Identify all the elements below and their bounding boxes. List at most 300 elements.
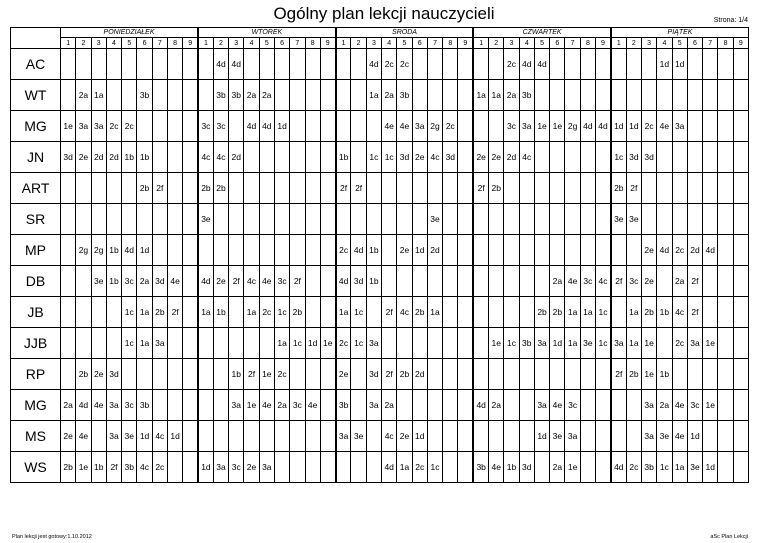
lesson-cell: 2c: [382, 49, 397, 80]
teacher-row: [11, 111, 749, 142]
lesson-cell: [167, 173, 182, 204]
lesson-cell: [534, 359, 549, 390]
lesson-cell: 3b: [122, 452, 137, 483]
lesson-cell: [336, 204, 351, 235]
lesson-cell: 4d: [213, 49, 228, 80]
lesson-cell: [458, 421, 473, 452]
lesson-cell: [733, 49, 748, 80]
lesson-cell: [183, 328, 198, 359]
lesson-cell: 1d: [412, 421, 427, 452]
lesson-cell: [305, 111, 320, 142]
hour-header: 5: [534, 38, 549, 49]
day-header: PIĄTEK: [611, 28, 749, 38]
lesson-cell: [550, 142, 565, 173]
lesson-cell: [611, 80, 626, 111]
hour-header: 3: [229, 38, 244, 49]
hour-header: 6: [274, 38, 289, 49]
lesson-cell: [458, 328, 473, 359]
lesson-cell: [152, 390, 167, 421]
lesson-cell: 1a: [137, 297, 152, 328]
lesson-cell: [611, 421, 626, 452]
lesson-cell: 2c: [106, 111, 121, 142]
lesson-cell: [458, 297, 473, 328]
lesson-cell: 2b: [290, 297, 305, 328]
lesson-cell: [519, 173, 534, 204]
lesson-cell: [213, 204, 228, 235]
lesson-cell: [213, 421, 228, 452]
teacher-name: WT: [11, 80, 61, 111]
lesson-cell: 1b: [213, 297, 228, 328]
lesson-cell: 3b: [137, 390, 152, 421]
hour-header: 5: [672, 38, 687, 49]
lesson-cell: [137, 359, 152, 390]
lesson-cell: 3c: [122, 266, 137, 297]
lesson-cell: [106, 328, 121, 359]
lesson-cell: 1a: [198, 297, 213, 328]
lesson-cell: [550, 173, 565, 204]
lesson-cell: 2b: [198, 173, 213, 204]
lesson-cell: [733, 328, 748, 359]
lesson-cell: 2f: [336, 173, 351, 204]
lesson-cell: [733, 297, 748, 328]
hour-header: 2: [489, 38, 504, 49]
lesson-cell: [733, 390, 748, 421]
hour-header: 4: [657, 38, 672, 49]
lesson-cell: [213, 328, 228, 359]
lesson-cell: [229, 421, 244, 452]
lesson-cell: 3e: [351, 421, 366, 452]
lesson-cell: 3c: [565, 390, 580, 421]
lesson-cell: 1b: [657, 297, 672, 328]
lesson-cell: [351, 142, 366, 173]
hour-header: 9: [596, 38, 611, 49]
lesson-cell: 1d: [611, 111, 626, 142]
lesson-cell: 2f: [611, 266, 626, 297]
lesson-cell: [259, 421, 274, 452]
lesson-cell: 1b: [229, 359, 244, 390]
lesson-cell: [61, 266, 76, 297]
footer-software: aSc Plan Lekcji: [710, 534, 748, 540]
lesson-cell: [458, 49, 473, 80]
lesson-cell: [473, 421, 488, 452]
lesson-cell: [565, 359, 580, 390]
lesson-cell: 4c: [382, 421, 397, 452]
lesson-cell: 3e: [550, 421, 565, 452]
lesson-cell: 2f: [687, 266, 702, 297]
lesson-cell: 4d: [703, 235, 718, 266]
teacher-name: SR: [11, 204, 61, 235]
lesson-cell: [274, 173, 289, 204]
lesson-cell: [473, 297, 488, 328]
lesson-cell: [718, 142, 733, 173]
lesson-cell: [244, 49, 259, 80]
lesson-cell: 1e: [534, 111, 549, 142]
lesson-cell: [580, 142, 595, 173]
lesson-cell: [290, 452, 305, 483]
lesson-cell: [580, 452, 595, 483]
lesson-cell: [290, 142, 305, 173]
lesson-cell: [167, 204, 182, 235]
hour-header: 8: [167, 38, 182, 49]
lesson-cell: 4c: [519, 142, 534, 173]
lesson-cell: [351, 49, 366, 80]
lesson-cell: [611, 390, 626, 421]
lesson-cell: 1e: [641, 328, 656, 359]
hour-header: 1: [611, 38, 626, 49]
lesson-cell: [580, 173, 595, 204]
lesson-cell: [504, 266, 519, 297]
lesson-cell: 2e: [336, 359, 351, 390]
lesson-cell: [534, 204, 549, 235]
lesson-cell: [580, 390, 595, 421]
lesson-cell: 1e: [565, 452, 580, 483]
lesson-cell: 1b: [91, 452, 106, 483]
lesson-cell: 2e: [489, 142, 504, 173]
lesson-cell: [703, 359, 718, 390]
lesson-cell: [580, 421, 595, 452]
hour-header: 3: [504, 38, 519, 49]
lesson-cell: [305, 235, 320, 266]
lesson-cell: 4e: [167, 266, 182, 297]
lesson-cell: [183, 266, 198, 297]
lesson-cell: [76, 173, 91, 204]
lesson-cell: [244, 328, 259, 359]
hour-header: 9: [733, 38, 748, 49]
lesson-cell: [458, 359, 473, 390]
lesson-cell: [183, 421, 198, 452]
lesson-cell: [641, 204, 656, 235]
lesson-cell: [91, 421, 106, 452]
lesson-cell: [290, 204, 305, 235]
lesson-cell: 1a: [366, 80, 381, 111]
lesson-cell: [122, 49, 137, 80]
lesson-cell: [351, 390, 366, 421]
lesson-cell: 4d: [611, 452, 626, 483]
lesson-cell: 2d: [91, 142, 106, 173]
lesson-cell: [489, 111, 504, 142]
lesson-cell: [458, 142, 473, 173]
header-corner: [11, 28, 61, 49]
lesson-cell: 4c: [152, 421, 167, 452]
lesson-cell: [687, 80, 702, 111]
lesson-cell: [489, 297, 504, 328]
lesson-cell: [198, 80, 213, 111]
lesson-cell: [244, 421, 259, 452]
lesson-cell: [91, 297, 106, 328]
lesson-cell: 4e: [382, 111, 397, 142]
lesson-cell: 3a: [412, 111, 427, 142]
lesson-cell: [122, 204, 137, 235]
teacher-name: JB: [11, 297, 61, 328]
lesson-cell: [91, 204, 106, 235]
lesson-cell: [397, 390, 412, 421]
lesson-cell: 1a: [565, 328, 580, 359]
lesson-cell: 3c: [229, 452, 244, 483]
lesson-cell: [458, 80, 473, 111]
lesson-cell: [152, 142, 167, 173]
lesson-cell: [305, 49, 320, 80]
lesson-cell: [443, 266, 458, 297]
lesson-cell: [733, 111, 748, 142]
lesson-cell: [320, 111, 335, 142]
lesson-cell: 4c: [213, 142, 228, 173]
hour-header: 9: [458, 38, 473, 49]
lesson-cell: 2a: [504, 80, 519, 111]
lesson-cell: [167, 142, 182, 173]
lesson-cell: 2b: [641, 297, 656, 328]
lesson-cell: [336, 452, 351, 483]
lesson-cell: 3a: [366, 390, 381, 421]
lesson-cell: [580, 80, 595, 111]
lesson-cell: [534, 173, 549, 204]
lesson-cell: [458, 111, 473, 142]
lesson-cell: 2f: [687, 297, 702, 328]
lesson-cell: [290, 421, 305, 452]
lesson-cell: [703, 80, 718, 111]
lesson-cell: 3e: [198, 204, 213, 235]
lesson-cell: [519, 235, 534, 266]
lesson-cell: [473, 235, 488, 266]
lesson-cell: [473, 359, 488, 390]
lesson-cell: [320, 297, 335, 328]
lesson-cell: [106, 80, 121, 111]
lesson-cell: [550, 204, 565, 235]
lesson-cell: 4c: [198, 142, 213, 173]
lesson-cell: [519, 359, 534, 390]
teacher-row: [11, 328, 749, 359]
lesson-cell: [458, 204, 473, 235]
lesson-cell: 4e: [657, 111, 672, 142]
lesson-cell: [550, 235, 565, 266]
lesson-cell: 2a: [382, 80, 397, 111]
lesson-cell: [167, 49, 182, 80]
lesson-cell: [229, 173, 244, 204]
lesson-cell: [596, 421, 611, 452]
lesson-cell: 2b: [152, 297, 167, 328]
lesson-cell: 3b: [519, 80, 534, 111]
lesson-cell: 2c: [443, 111, 458, 142]
lesson-cell: [167, 80, 182, 111]
hour-header: 9: [320, 38, 335, 49]
lesson-cell: 2a: [672, 266, 687, 297]
lesson-cell: [596, 452, 611, 483]
lesson-cell: [641, 80, 656, 111]
lesson-cell: [274, 421, 289, 452]
lesson-cell: 3a: [565, 421, 580, 452]
lesson-cell: [443, 173, 458, 204]
lesson-cell: [733, 266, 748, 297]
lesson-cell: 3a: [106, 390, 121, 421]
lesson-cell: [427, 359, 442, 390]
lesson-cell: [412, 390, 427, 421]
teacher-name: JN: [11, 142, 61, 173]
lesson-cell: 3a: [672, 111, 687, 142]
lesson-cell: [611, 235, 626, 266]
lesson-cell: [626, 390, 641, 421]
lesson-cell: [733, 421, 748, 452]
lesson-cell: [626, 235, 641, 266]
day-header: WTOREK: [198, 28, 336, 38]
lesson-cell: 4d: [198, 266, 213, 297]
page-title: Ogólny plan lekcji nauczycieli: [273, 4, 495, 23]
lesson-cell: 1d: [657, 49, 672, 80]
lesson-cell: 1b: [336, 142, 351, 173]
lesson-cell: [718, 421, 733, 452]
lesson-cell: [427, 328, 442, 359]
lesson-cell: 1d: [137, 421, 152, 452]
lesson-cell: [91, 173, 106, 204]
lesson-cell: 2e: [61, 421, 76, 452]
lesson-cell: 2e: [473, 142, 488, 173]
lesson-cell: [259, 142, 274, 173]
lesson-cell: [565, 142, 580, 173]
lesson-cell: 2c: [672, 235, 687, 266]
lesson-cell: [183, 390, 198, 421]
lesson-cell: 4d: [473, 390, 488, 421]
lesson-cell: [290, 359, 305, 390]
lesson-cell: 3d: [366, 359, 381, 390]
lesson-cell: 1a: [137, 328, 152, 359]
lesson-cell: [733, 173, 748, 204]
lesson-cell: [718, 204, 733, 235]
lesson-cell: 4d: [519, 49, 534, 80]
lesson-cell: [718, 359, 733, 390]
lesson-cell: 2f: [382, 297, 397, 328]
lesson-cell: [672, 142, 687, 173]
lesson-cell: [703, 266, 718, 297]
lesson-cell: 1c: [122, 328, 137, 359]
lesson-cell: 1d: [534, 421, 549, 452]
lesson-cell: 1c: [382, 142, 397, 173]
lesson-cell: 4e: [565, 266, 580, 297]
hour-header: 4: [244, 38, 259, 49]
teacher-row: [11, 359, 749, 390]
teacher-row: [11, 266, 749, 297]
lesson-cell: [198, 235, 213, 266]
lesson-cell: 3a: [611, 328, 626, 359]
lesson-cell: [244, 173, 259, 204]
lesson-cell: [320, 142, 335, 173]
lesson-cell: [137, 111, 152, 142]
day-header: PONIEDZIAŁEK: [61, 28, 199, 38]
lesson-cell: [519, 390, 534, 421]
lesson-cell: [61, 80, 76, 111]
teacher-row: [11, 297, 749, 328]
lesson-cell: [412, 204, 427, 235]
lesson-cell: 2a: [244, 80, 259, 111]
lesson-cell: 4c: [137, 452, 152, 483]
lesson-cell: 2a: [61, 390, 76, 421]
lesson-cell: 3a: [336, 421, 351, 452]
lesson-cell: 2f: [351, 173, 366, 204]
lesson-cell: 2f: [106, 452, 121, 483]
lesson-cell: [504, 173, 519, 204]
hour-header: 7: [703, 38, 718, 49]
lesson-cell: [183, 297, 198, 328]
hour-header: 4: [382, 38, 397, 49]
lesson-cell: [366, 173, 381, 204]
lesson-cell: 1a: [565, 297, 580, 328]
lesson-cell: 2f: [473, 173, 488, 204]
lesson-cell: [703, 204, 718, 235]
lesson-cell: [259, 49, 274, 80]
lesson-cell: 1a: [672, 452, 687, 483]
lesson-cell: 4d: [351, 235, 366, 266]
lesson-cell: [657, 266, 672, 297]
lesson-cell: 1b: [657, 359, 672, 390]
lesson-cell: 3c: [580, 266, 595, 297]
lesson-cell: [565, 173, 580, 204]
lesson-cell: [703, 421, 718, 452]
lesson-cell: 2b: [611, 173, 626, 204]
hour-header: 5: [259, 38, 274, 49]
lesson-cell: 1a: [397, 452, 412, 483]
lesson-cell: 1b: [504, 452, 519, 483]
lesson-cell: [274, 235, 289, 266]
lesson-cell: 1d: [626, 111, 641, 142]
lesson-cell: 4c: [596, 266, 611, 297]
hour-header: 8: [718, 38, 733, 49]
lesson-cell: [61, 204, 76, 235]
lesson-cell: [274, 142, 289, 173]
lesson-cell: [733, 359, 748, 390]
lesson-cell: [596, 173, 611, 204]
hour-header: 7: [152, 38, 167, 49]
lesson-cell: [167, 452, 182, 483]
lesson-cell: 2b: [489, 173, 504, 204]
lesson-cell: [152, 111, 167, 142]
lesson-cell: [167, 359, 182, 390]
lesson-cell: [596, 235, 611, 266]
teacher-row: [11, 80, 749, 111]
lesson-cell: 3e: [122, 421, 137, 452]
lesson-cell: 1e: [320, 328, 335, 359]
teacher-name: MP: [11, 235, 61, 266]
hour-header: 1: [336, 38, 351, 49]
lesson-cell: [198, 359, 213, 390]
lesson-cell: [718, 80, 733, 111]
lesson-cell: [183, 49, 198, 80]
lesson-cell: 2b: [137, 173, 152, 204]
lesson-cell: 2e: [412, 142, 427, 173]
lesson-cell: [183, 204, 198, 235]
hour-header: 7: [427, 38, 442, 49]
lesson-cell: 2a: [259, 80, 274, 111]
lesson-cell: 3b: [473, 452, 488, 483]
lesson-cell: [412, 328, 427, 359]
lesson-cell: [473, 204, 488, 235]
lesson-cell: [290, 111, 305, 142]
lesson-cell: 2b: [397, 359, 412, 390]
lesson-cell: 2f: [167, 297, 182, 328]
hour-header: 4: [106, 38, 121, 49]
lesson-cell: [351, 204, 366, 235]
lesson-cell: [244, 204, 259, 235]
lesson-cell: 2b: [213, 173, 228, 204]
lesson-cell: [641, 173, 656, 204]
lesson-cell: 1c: [122, 297, 137, 328]
lesson-cell: 1d: [550, 328, 565, 359]
hour-header: 3: [366, 38, 381, 49]
lesson-cell: 1c: [596, 328, 611, 359]
teacher-name: WS: [11, 452, 61, 483]
lesson-cell: [687, 359, 702, 390]
lesson-cell: [320, 173, 335, 204]
lesson-cell: [443, 297, 458, 328]
lesson-cell: [351, 359, 366, 390]
lesson-cell: 1d: [167, 421, 182, 452]
lesson-cell: 4d: [382, 452, 397, 483]
